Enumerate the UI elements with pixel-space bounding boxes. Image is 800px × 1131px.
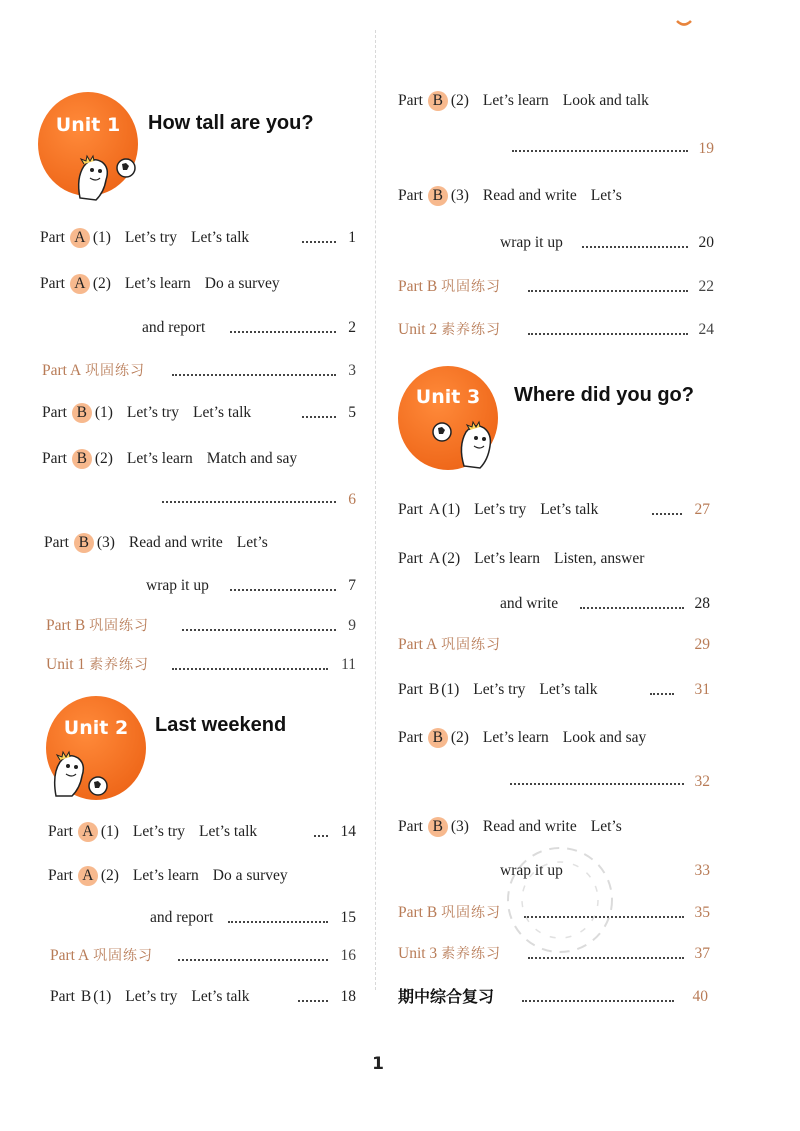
entry-part: Part: [44, 534, 69, 551]
entry-part: Part B: [398, 278, 438, 295]
unit-badge-label: Unit 1: [55, 114, 121, 136]
page-number: 24: [698, 321, 714, 338]
entry-text: 素养练习: [441, 322, 502, 338]
entry-text: Let’s: [590, 818, 622, 835]
entry-text: 巩固练习: [93, 948, 154, 964]
leader-dots: [528, 288, 688, 292]
leader-dots: [172, 666, 328, 670]
entry-text: Match and say: [206, 450, 298, 467]
entry-text: Do a survey: [204, 275, 280, 292]
entry-part: Part: [398, 729, 423, 746]
entry-text: Do a survey: [212, 867, 288, 884]
entry-text: Let’s learn: [482, 729, 549, 746]
entry-text: Let’s try: [125, 988, 178, 1005]
entry-text: Let’s talk: [191, 229, 250, 246]
entry-part: Part A: [50, 947, 90, 964]
entry-sub: (1): [442, 501, 461, 518]
page-number: 22: [698, 278, 714, 295]
entry-part: Part: [50, 988, 75, 1005]
entry-sub: (1): [94, 404, 113, 421]
entry-letter: B: [72, 449, 92, 469]
page-number: 35: [694, 904, 710, 921]
leader-dots: [528, 331, 688, 335]
entry-continuation: wrap it up: [146, 577, 209, 594]
unit-title: How tall are you?: [148, 112, 314, 134]
entry-letter: B: [428, 186, 448, 206]
entry-part: Part A: [42, 362, 82, 379]
entry-text: Let’s try: [474, 501, 527, 518]
entry-letter: B: [80, 988, 92, 1005]
page-number: 28: [694, 595, 710, 612]
mascot-dinosaur-icon: [70, 148, 142, 206]
entry-part: Part B: [46, 617, 86, 634]
entry-sub: (2): [100, 867, 119, 884]
leader-dots: [650, 691, 674, 695]
page-number: 37: [694, 945, 710, 962]
unit-title: Last weekend: [155, 714, 287, 736]
entry-sub: (1): [93, 988, 112, 1005]
leader-dots: [580, 605, 684, 609]
entry-sub: (2): [94, 450, 113, 467]
entry-letter: B: [428, 817, 448, 837]
entry-text: Let’s learn: [482, 92, 549, 109]
entry-letter: A: [428, 550, 441, 567]
entry-text: Let’s learn: [124, 275, 191, 292]
entry-continuation: and write: [500, 595, 559, 612]
entry-text: 素养练习: [89, 657, 150, 673]
leader-dots: [230, 329, 336, 333]
entry-text: Let’s try: [132, 823, 186, 840]
page-number: 19: [698, 140, 714, 157]
page-number: 27: [694, 501, 710, 518]
leader-dots: [298, 998, 328, 1002]
entry-part: Part: [398, 501, 423, 518]
column-divider: [375, 30, 376, 990]
page-number: 29: [694, 636, 710, 653]
entry-continuation: and report: [150, 909, 214, 926]
leader-dots: [230, 587, 336, 591]
page-number: 5: [348, 404, 356, 421]
page-number: 20: [698, 234, 714, 251]
entry-part: Unit 1: [46, 656, 86, 673]
entry-letter: B: [74, 533, 94, 553]
entry-letter: B: [428, 681, 440, 698]
page-number: 18: [340, 988, 356, 1005]
page-number: 16: [340, 947, 356, 964]
entry-letter: B: [72, 403, 92, 423]
entry-text: 巩固练习: [85, 363, 146, 379]
entry-sub: (2): [450, 92, 469, 109]
entry-text: Let’s talk: [540, 501, 599, 518]
entry-text: Let’s learn: [474, 550, 540, 567]
entry-sub: (3): [450, 818, 469, 835]
entry-part: 期中综合复习: [398, 987, 495, 1006]
leader-dots: [582, 244, 688, 248]
page-number: 3: [348, 362, 356, 379]
entry-part: Part: [40, 275, 65, 292]
entry-letter: B: [428, 91, 448, 111]
entry-letter: A: [78, 822, 98, 842]
entry-text: Read and write: [482, 187, 577, 204]
entry-letter: A: [70, 274, 90, 294]
entry-sub: (1): [92, 229, 111, 246]
page-number: 2: [348, 319, 356, 336]
corner-mark-icon: [676, 18, 692, 28]
page-number: 15: [340, 909, 356, 926]
leader-dots: [510, 781, 684, 785]
entry-text: 巩固练习: [441, 905, 502, 921]
entry-part: Part: [398, 681, 423, 698]
leader-dots: [182, 627, 336, 631]
entry-text: Let’s: [236, 534, 268, 551]
page-footer-number: 1: [372, 1054, 384, 1074]
leader-dots: [162, 499, 336, 503]
page-number: 9: [348, 617, 356, 634]
entry-text: 巩固练习: [441, 279, 502, 295]
entry-text: Let’s talk: [539, 681, 598, 698]
entry-continuation: wrap it up: [500, 234, 563, 251]
entry-part: Part: [398, 187, 423, 204]
leader-dots: [512, 148, 688, 152]
page-number: 40: [692, 988, 708, 1005]
entry-sub: (3): [450, 187, 469, 204]
entry-text: Read and write: [128, 534, 223, 551]
entry-text: Let’s try: [124, 229, 178, 246]
entry-text: Let’s try: [473, 681, 526, 698]
leader-dots: [178, 957, 328, 961]
entry-text: Let’s talk: [191, 988, 250, 1005]
entry-part: Part A: [398, 636, 438, 653]
entry-letter: A: [78, 866, 98, 886]
entry-letter: A: [70, 228, 90, 248]
entry-text: Let’s learn: [126, 450, 193, 467]
entry-part: Part: [40, 229, 65, 246]
entry-part: Part B: [398, 904, 438, 921]
leader-dots: [522, 998, 674, 1002]
page-number: 7: [348, 577, 356, 594]
page-number: 33: [694, 862, 710, 879]
entry-text: Look and talk: [562, 92, 649, 109]
unit-badge-label: Unit 2: [63, 717, 129, 739]
leader-dots: [228, 919, 328, 923]
entry-sub: (2): [450, 729, 469, 746]
page-number: 32: [694, 773, 710, 790]
entry-text: Listen, answer: [553, 550, 645, 567]
entry-sub: (2): [442, 550, 461, 567]
entry-text: 素养练习: [441, 946, 502, 962]
entry-sub: (1): [441, 681, 460, 698]
entry-part: Unit 2: [398, 321, 438, 338]
entry-letter: A: [428, 501, 441, 518]
unit-title: Where did you go?: [514, 384, 694, 406]
mascot-dinosaur-icon: [48, 746, 120, 802]
entry-part: Unit 3: [398, 945, 438, 962]
page-number: 11: [341, 656, 356, 673]
page-number: 14: [340, 823, 356, 840]
page-number: 31: [694, 681, 710, 698]
entry-text: 巩固练习: [441, 637, 502, 653]
entry-text: Let’s talk: [193, 404, 252, 421]
entry-sub: (3): [96, 534, 115, 551]
entry-text: Let’s learn: [132, 867, 199, 884]
page-number: 6: [348, 491, 356, 508]
entry-sub: (2): [92, 275, 111, 292]
entry-part: Part: [398, 818, 423, 835]
leader-dots: [172, 372, 336, 376]
entry-part: Part: [398, 550, 423, 567]
entry-part: Part: [398, 92, 423, 109]
entry-text: Let’s talk: [199, 823, 258, 840]
entry-part: Part: [48, 867, 73, 884]
entry-text: 巩固练习: [89, 618, 150, 634]
mascot-dinosaur-icon: [430, 412, 506, 472]
entry-part: Part: [48, 823, 73, 840]
entry-text: Let’s: [590, 187, 622, 204]
entry-part: Part: [42, 404, 67, 421]
entry-text: Read and write: [482, 818, 577, 835]
entry-part: Part: [42, 450, 67, 467]
entry-sub: (1): [100, 823, 119, 840]
leader-dots: [652, 511, 682, 515]
entry-text: Look and say: [562, 729, 647, 746]
entry-letter: B: [428, 728, 448, 748]
unit-badge-label: Unit 3: [415, 386, 481, 408]
entry-continuation: and report: [142, 319, 206, 336]
page-number: 1: [348, 229, 356, 246]
entry-text: Let’s try: [126, 404, 180, 421]
entry-continuation: wrap it up: [500, 862, 563, 879]
watermark-stamp-icon: [500, 840, 620, 960]
